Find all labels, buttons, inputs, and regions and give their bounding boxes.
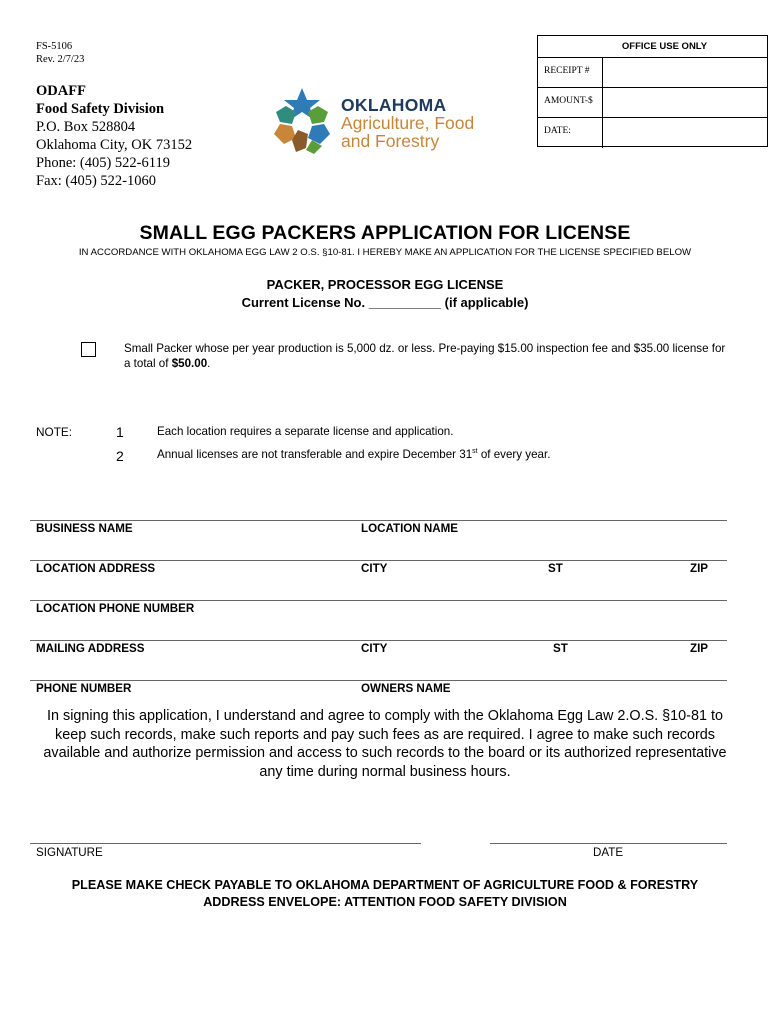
form-number-text: FS-5106: [36, 41, 73, 52]
oklahoma-star-logo-icon: [266, 86, 338, 156]
location-name-label: LOCATION NAME: [361, 522, 459, 535]
office-receipt-row: [538, 58, 767, 88]
license-type: PACKER, PROCESSOR EGG LICENSE: [266, 277, 504, 292]
field-divider: [30, 560, 727, 561]
office-amount-label: AMOUNT-$: [538, 88, 603, 117]
agreement-statement: In signing this application, I understand and agree to comply with the Oklahoma Egg Law 2.O.S. §10-81 to keep such records, make such reports and pay such fees as are required. I agree to make such records available and authorize permission and access to such records to the board or its authorized representative any time during normal business hours.: [43, 708, 727, 780]
office-date-row: [538, 118, 767, 148]
note-text-2-after: of every year.: [477, 448, 551, 461]
signature-line[interactable]: [30, 843, 421, 844]
office-use-box: [537, 35, 768, 147]
field-divider: [30, 680, 727, 681]
business-name-label: BUSINESS NAME: [36, 522, 133, 535]
office-use-header: OFFICE USE ONLY: [538, 36, 767, 58]
mailing-st-label: ST: [553, 642, 568, 655]
office-receipt-label: RECEIPT #: [538, 58, 603, 87]
field-divider: [30, 640, 727, 641]
office-receipt-field[interactable]: [603, 58, 767, 87]
note-text-2-before: Annual licenses are not transferable and expire December 31: [157, 448, 473, 461]
agency-po-box: P.O. Box 528804: [36, 119, 136, 135]
mailing-zip-label: ZIP: [690, 642, 709, 655]
office-date-label: DATE:: [538, 118, 603, 148]
small-packer-option-text: [124, 341, 734, 371]
agency-address-block: [36, 82, 192, 190]
option-end: .: [207, 357, 211, 370]
location-address-label: LOCATION ADDRESS: [36, 562, 156, 575]
agency-name: ODAFF: [36, 83, 86, 99]
accordance-statement: IN ACCORDANCE WITH OKLAHOMA EGG LAW 2 O.S. §10-81. I HEREBY MAKE AN APPLICATION FOR THE LICENSE SPECIFIED BELOW: [78, 247, 692, 258]
form-revision: Rev. 2/7/23: [36, 54, 85, 65]
date-line[interactable]: [490, 843, 727, 844]
note-text-2-sup: st: [472, 448, 478, 456]
date-label: DATE: [593, 846, 624, 859]
option-text: Small Packer whose per year production is 5,000 dz. or less. Pre-paying $15.00 inspection fee and $35.00 license for a total of: [124, 342, 726, 370]
phone-number-label: PHONE NUMBER: [36, 682, 132, 695]
agency-city: Oklahoma City, OK 73152: [36, 137, 193, 153]
footer-line-2: ADDRESS ENVELOPE: ATTENTION FOOD SAFETY DIVISION: [203, 895, 567, 909]
logo-line-1: OKLAHOMA: [341, 95, 447, 115]
logo-line-2: Agriculture, Food: [341, 113, 475, 133]
mailing-city-label: CITY: [361, 642, 388, 655]
location-phone-label: LOCATION PHONE NUMBER: [36, 602, 195, 615]
field-divider: [30, 520, 727, 521]
form-number: [36, 40, 84, 66]
field-divider: [30, 600, 727, 601]
logo-wordmark: [341, 96, 474, 150]
footer-line-1: PLEASE MAKE CHECK PAYABLE TO OKLAHOMA DEPARTMENT OF AGRICULTURE FOOD & FORESTRY: [71, 878, 699, 892]
agency-phone: Phone: (405) 522-6119: [36, 155, 170, 171]
note-label: NOTE:: [36, 425, 73, 439]
agency-division: Food Safety Division: [36, 101, 165, 117]
agency-fax: Fax: (405) 522-1060: [36, 173, 157, 189]
location-city-label: CITY: [361, 562, 388, 575]
small-packer-checkbox[interactable]: [81, 342, 96, 357]
location-zip-label: ZIP: [690, 562, 709, 575]
note-number-1: 1: [116, 424, 124, 440]
current-license-number: Current License No. __________ (if applicable): [241, 295, 529, 310]
note-text-2: [157, 448, 550, 461]
signature-label: SIGNATURE: [36, 846, 103, 859]
option-total: $50.00: [171, 357, 208, 370]
payment-instructions: [0, 877, 770, 911]
page-title: SMALL EGG PACKERS APPLICATION FOR LICENSE: [139, 222, 631, 244]
logo-line-3: and Forestry: [341, 131, 440, 151]
office-amount-field[interactable]: [603, 88, 767, 117]
note-text-1: Each location requires a separate license and application.: [157, 425, 454, 438]
owners-name-label: OWNERS NAME: [361, 682, 451, 695]
office-date-field[interactable]: [603, 118, 767, 148]
mailing-address-label: MAILING ADDRESS: [36, 642, 145, 655]
location-st-label: ST: [548, 562, 563, 575]
office-amount-row: [538, 88, 767, 118]
note-number-2: 2: [116, 448, 124, 464]
